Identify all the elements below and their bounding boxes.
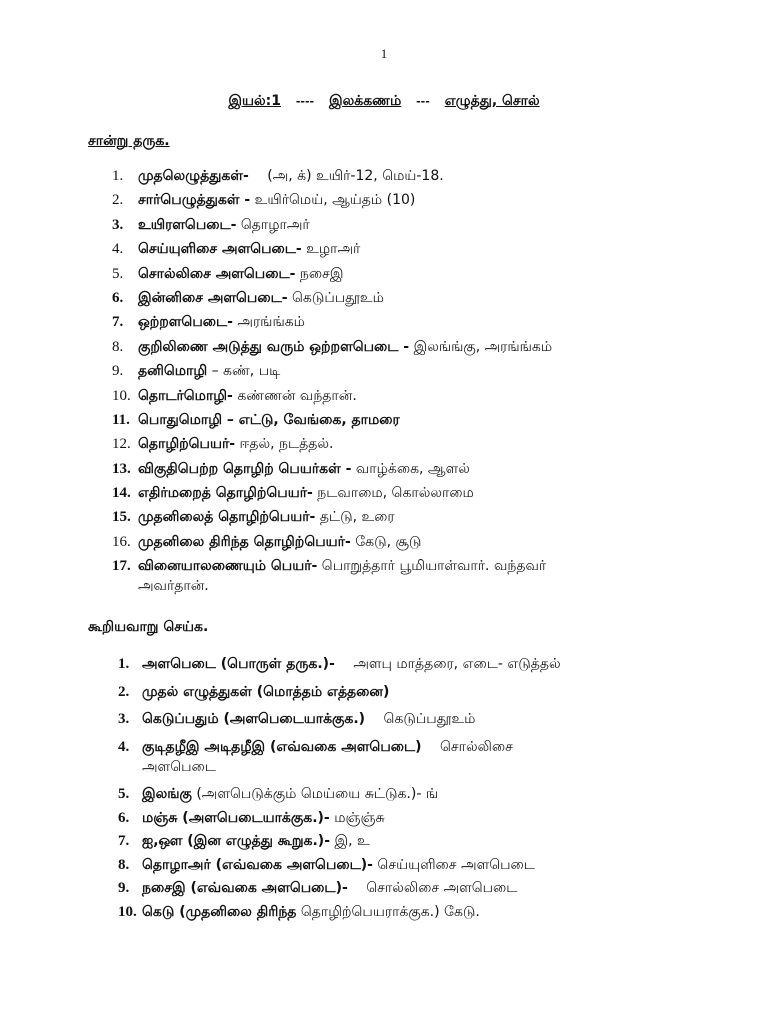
item-term: செய்யுளிசை அளபெடை- (138, 241, 302, 258)
item-number: 3. (118, 711, 130, 727)
exercises-list (118, 654, 561, 925)
item-number: 8. (118, 856, 130, 873)
item-number: 8. (112, 338, 124, 355)
item-number: 1. (112, 168, 124, 184)
item-term: தனிமொழி (138, 363, 208, 380)
list-item (118, 784, 561, 808)
page-number: 1 (380, 46, 388, 61)
list-item (118, 654, 561, 682)
list-item (112, 215, 552, 239)
list-item (118, 831, 561, 855)
item-term: வினையாலணையும் பெயர்- (138, 558, 318, 575)
item-term: விகுதிபெற்ற தொழிற் பெயர்கள் - (138, 460, 352, 477)
item-term: இன்னிசை அளபெடை- (138, 289, 288, 306)
item-answer: (அ, க்) உயிர்-12, மெய்-18. (267, 168, 444, 184)
item-number: 13. (112, 460, 131, 477)
item-number: 5. (118, 786, 130, 802)
item-term: இலங்கு (142, 786, 192, 802)
item-term: தொழிற்பெயர்- (138, 436, 236, 453)
item-answer: (அளபெடுக்கும் மெய்யை சுட்டுக.)- ங் (196, 786, 439, 802)
item-number: 1. (118, 656, 130, 672)
list-item (112, 386, 552, 410)
title-separator: ---- (295, 95, 315, 108)
item-term: சொல்லிசை அளபெடை- (138, 265, 296, 282)
item-answer: – கண், படி (211, 363, 281, 380)
item-term: தொழாஅர் (எவ்வகை அளபெடை)- (142, 856, 373, 873)
item-term: உயிரளபெடை- (138, 216, 237, 233)
list-item (112, 434, 552, 458)
list-item (112, 361, 552, 385)
list-item (112, 532, 552, 556)
title-topics: எழுத்து, சொல் (444, 93, 540, 109)
title-separator: --- (416, 95, 430, 108)
item-answer: பொறுத்தார் பூமியாள்வார். வந்தவர் (321, 558, 547, 575)
item-number: 6. (112, 289, 124, 306)
item-term: கெடு (முதனிலை திரிந்த (142, 903, 297, 920)
item-term: ஐ,ஔ (இன எழுத்து கூறுக.)- (142, 833, 331, 849)
section-heading-examples: சான்று தருக. (88, 133, 170, 149)
document-title (0, 93, 768, 111)
list-item (118, 808, 561, 832)
title-chapter: இயல்:1 (228, 93, 281, 109)
list-item (112, 166, 552, 190)
list-item (118, 709, 561, 737)
list-item (112, 239, 552, 263)
item-term: முதனிலை திரிந்த தொழிற்பெயர்- (138, 533, 351, 550)
item-term: தொடர்மொழி- (138, 387, 233, 404)
item-answer: கெடுப்பதூஉம் (291, 289, 384, 306)
examples-list (112, 166, 552, 604)
item-term: நசைஇ (எவ்வகை அளபெடை)- (142, 880, 348, 896)
item-number: 7. (112, 314, 124, 331)
item-answer: நடவாமை, கொல்லாமை (317, 485, 474, 502)
item-answer: அரங்ங்கம் (237, 314, 305, 331)
item-answer: கெடுப்பதூஉம் (383, 711, 476, 727)
item-term: முதலெழுத்துகள்- (138, 168, 249, 184)
list-item (118, 737, 561, 784)
list-item (112, 556, 552, 604)
item-term: குறிலிணை அடுத்து வரும் ஒற்றளபெடை - (138, 338, 410, 355)
item-number: 15. (112, 509, 131, 526)
item-number: 3. (112, 216, 124, 233)
item-number: 9. (112, 363, 124, 380)
item-answer: இ, உ (334, 833, 370, 849)
item-number: 2. (118, 684, 130, 700)
list-item (118, 855, 561, 879)
item-answer: மஞ்ஞ்சு (334, 809, 385, 826)
item-answer: தட்டு, உரை (319, 509, 395, 526)
list-item (112, 459, 552, 483)
item-term: கெடுப்பதும் (அளபெடையாக்குக.) (142, 711, 366, 727)
item-answer: கேடு, சூடு (355, 533, 422, 550)
list-item (112, 507, 552, 531)
list-item (112, 483, 552, 507)
item-answer: சொல்லிசை அளபெடை (366, 880, 518, 896)
item-answer: கண்ணன் வந்தான். (237, 387, 357, 404)
item-term: பொதுமொழி – எட்டு, வேங்கை, தாமரை (138, 411, 400, 428)
item-term: ஒற்றளபெடை- (138, 314, 233, 331)
item-number: 14. (112, 485, 131, 502)
item-answer: தொழாஅர் (240, 216, 310, 233)
list-item (112, 264, 552, 288)
item-answer: உயிர்மெய், ஆய்தம் (10) (254, 192, 416, 209)
item-answer: உழாஅர் (306, 241, 361, 258)
item-number: 9. (118, 880, 130, 896)
list-item (112, 337, 552, 361)
item-answer-continued: அளபெடை (142, 759, 216, 775)
title-grammar: இலக்கணம் (329, 93, 402, 109)
item-number: 5. (112, 265, 124, 282)
item-number: 10. (118, 903, 137, 920)
section-heading-exercises: கூறியவாறு செய்க. (88, 619, 209, 635)
item-answer: அளபு மாத்தரை, எடை- எடுத்தல் (353, 656, 561, 672)
item-answer: ஈதல், நடத்தல். (239, 436, 334, 453)
item-answer: தொழிற்பெயராக்குக.) கேடு. (300, 903, 480, 920)
item-term: முதனிலைத் தொழிற்பெயர்- (138, 509, 316, 526)
item-answer-continued: அவர்தான். (138, 578, 209, 595)
item-term: அளபெடை (பொருள் தருக.)- (142, 656, 335, 672)
list-item (112, 288, 552, 312)
item-number: 4. (112, 241, 124, 258)
list-item (112, 312, 552, 336)
item-number: 2. (112, 192, 124, 209)
item-term: முதல் எழுத்துகள் (மொத்தம் எத்தனை) (142, 684, 390, 700)
item-number: 11. (112, 411, 130, 428)
item-term: மஞ்சு (அளபெடையாக்குக.)- (142, 809, 330, 826)
item-number: 6. (118, 809, 130, 826)
list-item (118, 878, 561, 902)
item-number: 12. (112, 436, 131, 453)
item-term: சார்பெழுத்துகள் - (138, 192, 251, 209)
list-item (112, 190, 552, 214)
item-answer: சொல்லிசை (439, 739, 513, 755)
item-term: குடிதழீஇ அடிதழீஇ (எவ்வகை அளபெடை) (142, 739, 422, 755)
list-item (118, 682, 561, 709)
item-number: 17. (112, 558, 131, 575)
item-number: 7. (118, 833, 130, 849)
item-number: 4. (118, 739, 130, 755)
item-answer: இலங்ங்கு, அரங்ங்கம் (413, 338, 553, 355)
item-number: 16. (112, 533, 131, 550)
item-term: எதிர்மறைத் தொழிற்பெயர்- (138, 485, 313, 502)
item-answer: நசைஇ (299, 265, 344, 282)
list-item (112, 410, 552, 434)
list-item (118, 902, 561, 926)
item-answer: செய்யுளிசை அளபெடை (377, 856, 535, 873)
item-number: 10. (112, 387, 131, 404)
item-answer: வாழ்க்கை, ஆளல் (355, 460, 470, 477)
